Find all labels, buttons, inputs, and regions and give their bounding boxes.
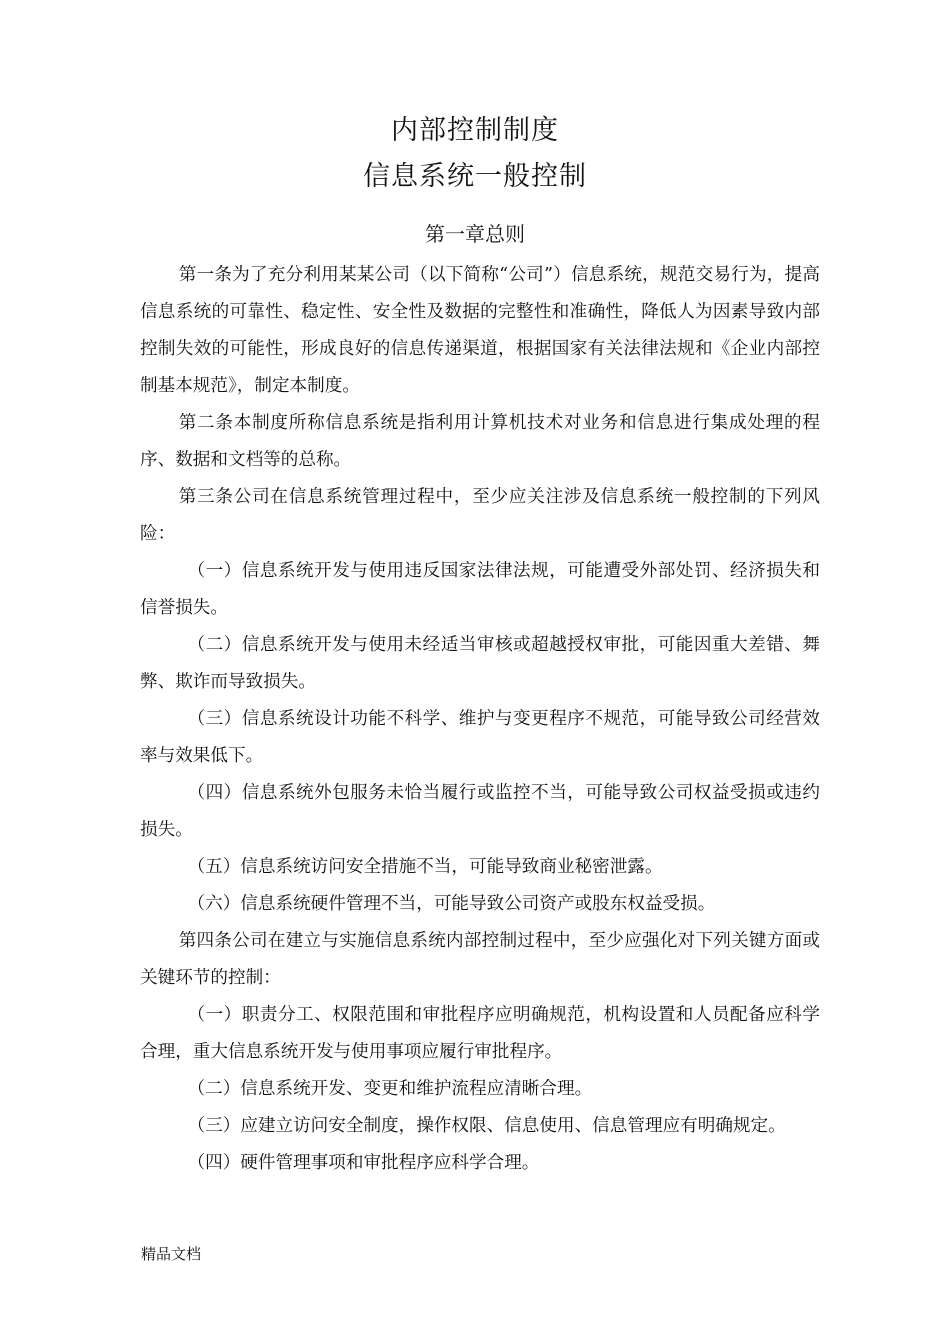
list-item: （四）硬件管理事项和审批程序应科学合理。 (187, 1153, 540, 1173)
list-item: （六）信息系统硬件管理不当，可能导致公司资产或股东权益受损。 (187, 894, 716, 914)
list-item: （二）信息系统开发、变更和维护流程应清晰合理。 (187, 1079, 593, 1099)
list-item: （三）应建立访问安全制度，操作权限、信息使用、信息管理应有明确规定。 (187, 1116, 786, 1136)
article-paragraph: 第三条公司在信息系统管理过程中，至少应关注涉及信息系统一般控制的下列风险： (140, 487, 820, 544)
list-item: （一）职责分工、权限范围和审批程序应明确规范，机构设置和人员配备应科学合理，重大信息系统开发与使用事项应履行审批程序。 (140, 1005, 820, 1062)
article-paragraph: 第一条为了充分利用某某公司（以下简称“公司”）信息系统，规范交易行为，提高信息系统的可靠性、稳定性、安全性及数据的完整性和准确性，降低人为因素导致内部控制失效的可能性，形成良好的信息传递渠道，根据国家有关法律法规和《企业内部控制基本规范》，制定本制度。 (140, 265, 820, 396)
list-item: （一）信息系统开发与使用违反国家法律法规，可能遭受外部处罚、经济损失和信誉损失。 (140, 561, 820, 618)
list-item: （三）信息系统设计功能不科学、维护与变更程序不规范，可能导致公司经营效率与效果低下。 (140, 709, 820, 766)
list-item: （四）信息系统外包服务未恰当履行或监控不当，可能导致公司权益受损或违约损失。 (140, 783, 820, 840)
list-item: （二）信息系统开发与使用未经适当审核或超越授权审批，可能因重大差错、舞弊、欺诈而导致损失。 (140, 635, 820, 692)
footer-watermark-text: 精品文档 (141, 1245, 202, 1263)
article-paragraph: 第四条公司在建立与实施信息系统内部控制过程中，至少应强化对下列关键方面或关键环节的控制： (140, 931, 820, 988)
document-title: 内部控制制度 (391, 115, 559, 146)
document-subtitle: 信息系统一般控制 (363, 161, 587, 192)
article-paragraph: 第二条本制度所称信息系统是指利用计算机技术对业务和信息进行集成处理的程序、数据和文档等的总称。 (140, 413, 820, 470)
document-body (140, 257, 820, 1182)
chapter-heading: 第一章总则 (425, 222, 525, 246)
list-item: （五）信息系统访问安全措施不当，可能导致商业秘密泄露。 (187, 857, 663, 877)
